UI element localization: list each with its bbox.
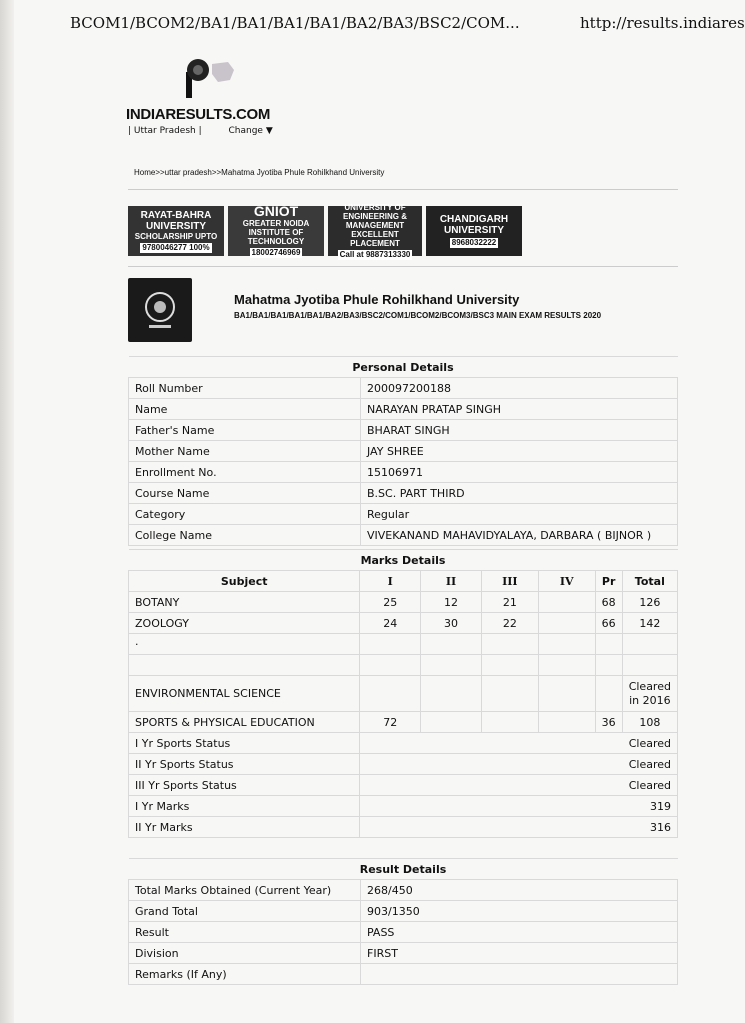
table-row: Result PASS: [129, 922, 678, 943]
table-row: Course Name B.SC. PART THIRD: [129, 483, 678, 504]
table-row: II Yr Marks 316: [129, 817, 678, 838]
table-row: Roll Number 200097200188: [129, 378, 678, 399]
table-row: II Yr Sports Status Cleared: [129, 754, 678, 775]
table-row: Enrollment No. 15106971: [129, 462, 678, 483]
ad-chandigarh-university[interactable]: CHANDIGARH UNIVERSITY 8968032222: [426, 206, 522, 256]
table-row: BOTANY 25 12 21 68 126: [129, 592, 678, 613]
table-row: ENVIRONMENTAL SCIENCE Cleared in 2016: [129, 676, 678, 712]
result-details-table: [128, 858, 678, 985]
seal-emblem-icon: [137, 287, 183, 333]
table-row: [129, 655, 678, 676]
section-heading: Marks Details: [129, 550, 678, 571]
ad-uem[interactable]: UNIVERSITY OF ENGINEERING & MANAGEMENT EXCELLENT PLACEMENT Call at 9887313330: [328, 206, 422, 256]
section-heading: Result Details: [129, 859, 678, 880]
table-row: Name NARAYAN PRATAP SINGH: [129, 399, 678, 420]
print-header-url: http://results.indiares: [580, 14, 745, 32]
ad-gniot[interactable]: GNIOT GREATER NOIDA INSTITUTE OF TECHNOLOGY 18002746969: [228, 206, 324, 256]
table-row: College Name VIVEKANAND MAHAVIDYALAYA, DARBARA ( BIJNOR ): [129, 525, 678, 546]
table-row: ZOOLOGY 24 30 22 66 142: [129, 613, 678, 634]
change-state-link[interactable]: Change ▼: [228, 126, 273, 136]
logo-graphic-icon: [184, 58, 244, 102]
personal-details-table: [128, 356, 678, 546]
logo-text: INDIARESULTS.COM: [126, 106, 271, 123]
table-row: III Yr Sports Status Cleared: [129, 775, 678, 796]
marks-details-table: [128, 549, 678, 838]
state-selector: [128, 126, 273, 136]
table-row: Remarks (If Any): [129, 964, 678, 985]
table-row: Total Marks Obtained (Current Year) 268/450: [129, 880, 678, 901]
paper-edge: [0, 0, 14, 1023]
university-name: Mahatma Jyotiba Phule Rohilkhand University: [234, 292, 520, 307]
university-heading: [234, 292, 674, 321]
ad-rayat-bahra[interactable]: RAYAT-BAHRA UNIVERSITY SCHOLARSHIP UPTO 9780046277 100%: [128, 206, 224, 256]
table-row: Category Regular: [129, 504, 678, 525]
table-row: Father's Name BHARAT SINGH: [129, 420, 678, 441]
breadcrumb[interactable]: Home>>uttar pradesh>>Mahatma Jyotiba Phule Rohilkhand University: [134, 168, 385, 177]
table-header-row: Subject I II III IV Pr Total: [129, 571, 678, 592]
ad-banner-row: [128, 202, 522, 259]
table-row: Division FIRST: [129, 943, 678, 964]
table-row: ·: [129, 634, 678, 655]
table-row: SPORTS & PHYSICAL EDUCATION 72 36 108: [129, 712, 678, 733]
exam-title: BA1/BA1/BA1/BA1/BA1/BA2/BA3/BSC2/COM1/BCOM2/BCOM3/BSC3 MAIN EXAM RESULTS 2020: [234, 311, 602, 320]
print-header-title: BCOM1/BCOM2/BA1/BA1/BA1/BA1/BA2/BA3/BSC2/COM...: [70, 14, 520, 32]
divider: [128, 189, 678, 190]
section-heading: Personal Details: [129, 357, 678, 378]
site-logo[interactable]: [126, 58, 286, 142]
table-row: Grand Total 903/1350: [129, 901, 678, 922]
table-row: Mother Name JAY SHREE: [129, 441, 678, 462]
divider: [128, 266, 678, 267]
table-row: I Yr Sports Status Cleared: [129, 733, 678, 754]
state-label: | Uttar Pradesh |: [128, 126, 202, 136]
table-row: I Yr Marks 319: [129, 796, 678, 817]
university-seal: [128, 278, 192, 342]
